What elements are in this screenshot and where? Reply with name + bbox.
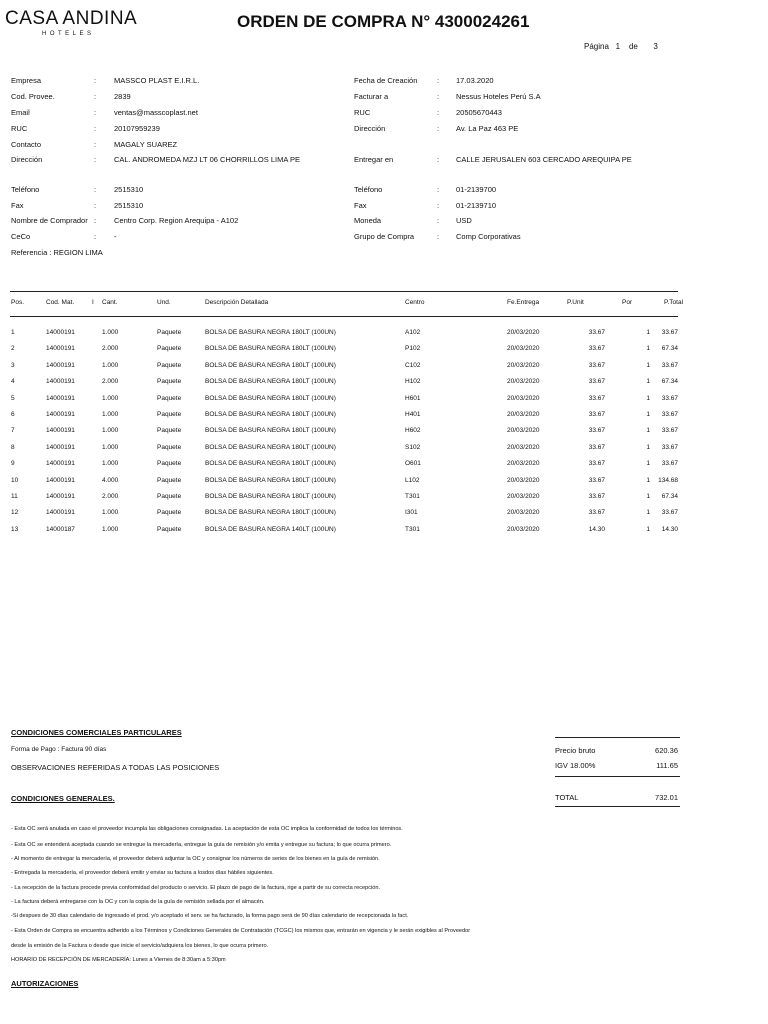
cell-fe: 20/03/2020 [507,394,540,402]
cell-centro: L102 [405,476,420,484]
cell-und: Paquete [157,329,182,336]
supplier-field-value: 2839 [114,92,131,101]
gross-price-label: Precio bruto [555,746,596,755]
order-field-label: RUC [354,108,371,117]
company-logo-subtitle: HOTELES [42,31,95,37]
field-colon: : [437,185,440,194]
field-colon: : [94,108,97,117]
order-field-value: Nessus Hoteles Perú S.A [456,92,541,101]
column-header-centro: Centro [405,299,425,306]
gross-price-value: 620.36 [655,746,678,755]
condition-item: -Si despues de 30 días calendario de ingresado el prod. y/o aceptado el serv. se ha facturado, la forma pago será de 90 días calendario de recepcionada la fact. [11,913,409,919]
field-colon: : [94,140,97,149]
page-of: de [628,42,638,51]
cell-punit: 33.67 [588,329,605,336]
cell-und: Paquete [157,361,182,369]
supplier-field-label: Teléfono [11,185,40,194]
table-header-rule [10,316,678,317]
cell-por: 1 [646,493,650,500]
cell-ptotal: 134.68 [658,476,678,484]
cell-por: 1 [646,509,650,517]
supplier-field-label: CeCo [11,232,31,241]
cell-desc: BOLSA DE BASURA NEGRA 180LT (100UN) [205,443,336,451]
cell-pos: 13 [11,525,19,533]
cell-por: 1 [646,460,650,468]
cell-desc: BOLSA DE BASURA NEGRA 180LT (100UN) [205,476,336,484]
order-field-value: 17.03.2020 [456,76,494,85]
cell-und: Paquete [157,460,182,468]
cell-und: Paquete [157,493,182,500]
condition-item: - Esta OC será anulada en caso el proveedor incumpla las obligaciones consignadas. La aceptación de esta OC implica la conformidad de todos los términos. [11,826,403,832]
cell-ptotal: 33.67 [661,427,678,435]
cell-por: 1 [646,525,650,533]
cell-fe: 20/03/2020 [507,345,540,353]
cell-mat: 14000191 [46,509,75,517]
igv-label: IGV 18.00% [555,761,596,770]
supplier-field-label: Fax [11,201,24,210]
observations-title: OBSERVACIONES REFERIDAS A TODAS LAS POSICIONES [11,763,220,772]
cell-mat: 14000191 [46,493,75,500]
authorizations-title: AUTORIZACIONES [11,979,79,988]
field-colon: : [437,76,440,85]
column-header-mat: Cod. Mat. [46,299,75,306]
supplier-field-value: MASSCO PLAST E.I.R.L. [114,76,200,85]
cell-por: 1 [646,345,650,353]
cell-fe: 20/03/2020 [507,427,540,435]
field-colon: : [94,92,97,101]
order-field-value: USD [456,216,472,225]
cell-pos: 5 [11,394,15,402]
column-header-desc: Descripción Detallada [205,299,269,306]
cell-ptotal: 33.67 [661,329,678,336]
cell-fe: 20/03/2020 [507,361,540,369]
cell-desc: BOLSA DE BASURA NEGRA 180LT (100UN) [205,345,336,353]
cell-mat: 14000191 [46,476,75,484]
cell-pos: 12 [11,509,19,517]
condition-item: - Entregada la mercadería, el proveedor deberá emitir y enviar su factura a losdos días hábiles siguientes. [11,870,274,876]
cell-punit: 14.30 [588,525,605,533]
cell-und: Paquete [157,378,182,386]
cell-por: 1 [646,443,650,451]
cell-por: 1 [646,476,650,484]
cell-centro: T301 [405,525,420,533]
cell-fe: 20/03/2020 [507,443,540,451]
supplier-field-value: 20107959239 [114,124,160,133]
column-header-punit: P.Unit [567,299,584,306]
cell-ptotal: 33.67 [661,443,678,451]
cell-und: Paquete [157,394,182,402]
cell-centro: T301 [405,493,420,500]
field-colon: : [94,216,97,225]
supplier-field-value: 2515310 [114,185,144,194]
cell-und: Paquete [157,427,182,435]
reference-line: Referencia : REGION LIMA [11,248,103,257]
cell-centro: S102 [405,443,421,451]
supplier-field-label: Cod. Provee. [11,92,55,101]
igv-value: 111.65 [656,761,678,770]
cell-desc: BOLSA DE BASURA NEGRA 180LT (100UN) [205,493,336,500]
totals-bottom-rule [555,806,680,807]
field-colon: : [437,201,440,210]
cell-pos: 4 [11,378,15,386]
cell-punit: 33.67 [588,493,605,500]
table-top-rule [10,291,678,292]
cell-fe: 20/03/2020 [507,378,540,386]
supplier-field-label: RUC [11,124,28,133]
cell-fe: 20/03/2020 [507,493,540,500]
field-colon: : [94,185,97,194]
totals-mid-rule [555,776,680,777]
column-separator: I [92,299,94,306]
cell-punit: 33.67 [588,378,605,386]
supplier-field-value: CAL. ANDROMEDA MZJ LT 06 CHORRILLOS LIMA PE [114,155,301,164]
column-header-pos: Pos. [11,299,25,306]
cell-desc: BOLSA DE BASURA NEGRA 180LT (100UN) [205,361,336,369]
cell-ptotal: 33.67 [661,509,678,517]
cell-cant: 2.000 [102,493,119,500]
field-colon: : [437,108,440,117]
cell-fe: 20/03/2020 [507,476,540,484]
commercial-conditions-title: CONDICIONES COMERCIALES PARTICULARES [11,728,182,737]
cell-mat: 14000191 [46,460,75,468]
cell-cant: 1.000 [102,509,119,517]
cell-pos: 6 [11,411,15,418]
cell-und: Paquete [157,525,182,533]
field-colon: : [94,124,97,133]
field-colon: : [94,232,97,241]
cell-cant: 1.000 [102,411,119,418]
cell-por: 1 [646,411,650,418]
cell-cant: 4.000 [102,476,119,484]
order-field-label: Fax [354,201,367,210]
cell-centro: C102 [405,361,421,369]
field-colon: : [94,201,97,210]
cell-cant: 2.000 [102,345,119,353]
cell-centro: H401 [405,411,421,418]
cell-cant: 1.000 [102,329,119,336]
total-value: 732.01 [655,793,678,802]
cell-punit: 33.67 [588,361,605,369]
cell-pos: 7 [11,427,15,435]
condition-item: - Esta OC se entenderá aceptada cuando se entregue la mercadería, entregue la guía de remisión y/o emita y entregue su factura; lo que ocurra primero. [11,842,392,848]
supplier-field-label: Empresa [11,76,42,85]
totals-top-rule [555,737,680,738]
cell-pos: 2 [11,345,15,353]
cell-punit: 33.67 [588,427,605,435]
order-field-value: Comp Corporativas [456,232,521,241]
order-field-value: 20505670443 [456,108,502,117]
cell-ptotal: 33.67 [661,361,678,369]
document-title: ORDEN DE COMPRA N° 4300024261 [237,12,530,31]
cell-cant: 1.000 [102,460,119,468]
order-field-label: Moneda [354,216,382,225]
cell-desc: BOLSA DE BASURA NEGRA 140LT (100UN) [205,525,336,533]
cell-centro: I301 [405,509,418,517]
cell-mat: 14000191 [46,427,75,435]
cell-cant: 2.000 [102,378,119,386]
cell-fe: 20/03/2020 [507,460,540,468]
cell-und: Paquete [157,476,182,484]
order-field-label: Dirección [354,124,386,133]
cell-und: Paquete [157,345,182,353]
cell-pos: 9 [11,460,15,468]
cell-centro: P102 [405,345,421,353]
order-field-value: Av. La Paz 463 PE [456,124,519,133]
column-header-cant: Cant. [102,299,118,306]
order-field-value: 01-2139710 [456,201,497,210]
cell-cant: 1.000 [102,443,119,451]
cell-mat: 14000191 [46,361,75,369]
company-logo: CASA ANDINA [5,8,138,29]
supplier-field-value: ventas@masscoplast.net [114,108,198,117]
column-header-por: Por [622,299,633,306]
field-colon: : [437,155,440,164]
supplier-field-label: Contacto [11,140,42,149]
supplier-field-value: Centro Corp. Region Arequipa - A102 [114,216,239,225]
field-colon: : [94,76,97,85]
cell-mat: 14000191 [46,378,75,386]
page-label: Página [584,42,609,51]
cell-punit: 33.67 [588,411,605,418]
cell-punit: 33.67 [588,394,605,402]
cell-desc: BOLSA DE BASURA NEGRA 180LT (100UN) [205,378,336,386]
page-indicator [584,42,658,51]
total-label: TOTAL [555,793,579,802]
cell-pos: 8 [11,443,15,451]
column-header-und: Und. [157,299,171,306]
cell-cant: 1.000 [102,525,119,533]
condition-item: - La recepción de la factura procede previa conformidad del producto o servicio. El plazo de pago de la factura, rige a partir de su correcta recepción. [11,885,381,891]
order-field-label: Grupo de Compra [354,232,415,241]
cell-ptotal: 33.67 [661,411,678,418]
cell-fe: 20/03/2020 [507,509,540,517]
page-total: 3 [653,42,658,51]
cell-mat: 14000191 [46,411,75,418]
cell-desc: BOLSA DE BASURA NEGRA 180LT (100UN) [205,394,336,402]
cell-cant: 1.000 [102,427,119,435]
cell-por: 1 [646,361,650,369]
cell-mat: 14000187 [46,525,75,533]
cell-por: 1 [646,329,650,336]
column-header-fe: Fe.Entrega [507,299,540,306]
cell-mat: 14000191 [46,345,75,353]
cell-ptotal: 33.67 [661,394,678,402]
column-header-ptotal: P.Total [664,299,684,306]
condition-item: - Al momento de entregar la mercadería, el proveedor deberá adjuntar la OC y consignar los números de series de los bienes en la guía de remisión. [11,856,380,862]
cell-punit: 33.67 [588,476,605,484]
cell-pos: 11 [11,493,18,500]
field-colon: : [94,155,97,164]
cell-por: 1 [646,427,650,435]
supplier-field-label: Email [11,108,30,117]
cell-ptotal: 67.34 [661,378,678,386]
cell-desc: BOLSA DE BASURA NEGRA 180LT (100UN) [205,460,336,468]
cell-fe: 20/03/2020 [507,525,540,533]
supplier-field-label: Dirección [11,155,43,164]
cell-por: 1 [646,378,650,386]
order-field-value: CALLE JERUSALEN 603 CERCADO AREQUIPA PE [456,155,632,164]
cell-und: Paquete [157,509,182,517]
cell-und: Paquete [157,411,182,418]
order-field-label: Fecha de Creación [354,76,418,85]
field-colon: : [437,124,440,133]
condition-item: - Esta Orden de Compra se encuentra adherido a los Términos y Condiciones Generales de Contratación (TCGC) los mismos que, entrarán en vigencia y le serán exigibles al Proveedor [11,928,471,934]
order-field-label: Facturar a [354,92,389,101]
cell-ptotal: 14.30 [661,525,678,533]
page-current: 1 [615,42,621,51]
supplier-field-value: 2515310 [114,201,144,210]
cell-pos: 1 [11,329,15,336]
cell-centro: H601 [405,394,421,402]
cell-desc: BOLSA DE BASURA NEGRA 180LT (100UN) [205,411,336,418]
cell-desc: BOLSA DE BASURA NEGRA 180LT (100UN) [205,509,336,517]
supplier-field-value: - [114,232,117,241]
supplier-field-value: MAGALY SUAREZ [114,140,178,149]
cell-desc: BOLSA DE BASURA NEGRA 180LT (100UN) [205,427,336,435]
condition-item: HORARIO DE RECEPCIÓN DE MERCADERÍA: Lunes a Viernes de 8:30am a 5:30pm [11,957,226,963]
cell-por: 1 [646,394,650,402]
field-colon: : [437,92,440,101]
cell-punit: 33.67 [588,509,605,517]
cell-centro: A102 [405,329,421,336]
cell-cant: 1.000 [102,394,119,402]
condition-item: desde la emisión de la Factura o desde que inicie el servicio/adquiera los bienes, lo que ocurra primero. [11,943,269,949]
cell-pos: 10 [11,476,19,484]
cell-mat: 14000191 [46,443,75,451]
cell-punit: 33.67 [588,443,605,451]
field-colon: : [437,232,440,241]
cell-desc: BOLSA DE BASURA NEGRA 180LT (100UN) [205,329,336,336]
order-field-label: Entregar en [354,155,394,164]
cell-centro: O601 [405,460,421,468]
payment-terms: Forma de Pago : Factura 90 días [11,746,107,753]
cell-und: Paquete [157,443,182,451]
supplier-field-label: Nombre de Comprador [11,216,88,225]
field-colon: : [437,216,440,225]
cell-ptotal: 67.34 [661,493,678,500]
condition-item: - La factura deberá entregarse con la OC y con la copia de la guía de remisión sellada por el almacén. [11,899,265,905]
cell-pos: 3 [11,361,15,369]
cell-punit: 33.67 [588,460,605,468]
order-field-label: Teléfono [354,185,383,194]
cell-ptotal: 67.34 [661,345,678,353]
cell-mat: 14000191 [46,329,75,336]
cell-fe: 20/03/2020 [507,411,540,418]
cell-centro: H602 [405,427,421,435]
cell-mat: 14000191 [46,394,75,402]
cell-fe: 20/03/2020 [507,329,540,336]
cell-centro: H102 [405,378,421,386]
cell-punit: 33.67 [588,345,605,353]
general-conditions-title: CONDICIONES GENERALES. [11,794,115,803]
order-field-value: 01-2139700 [456,185,497,194]
cell-ptotal: 33.67 [661,460,678,468]
cell-cant: 1.000 [102,361,119,369]
